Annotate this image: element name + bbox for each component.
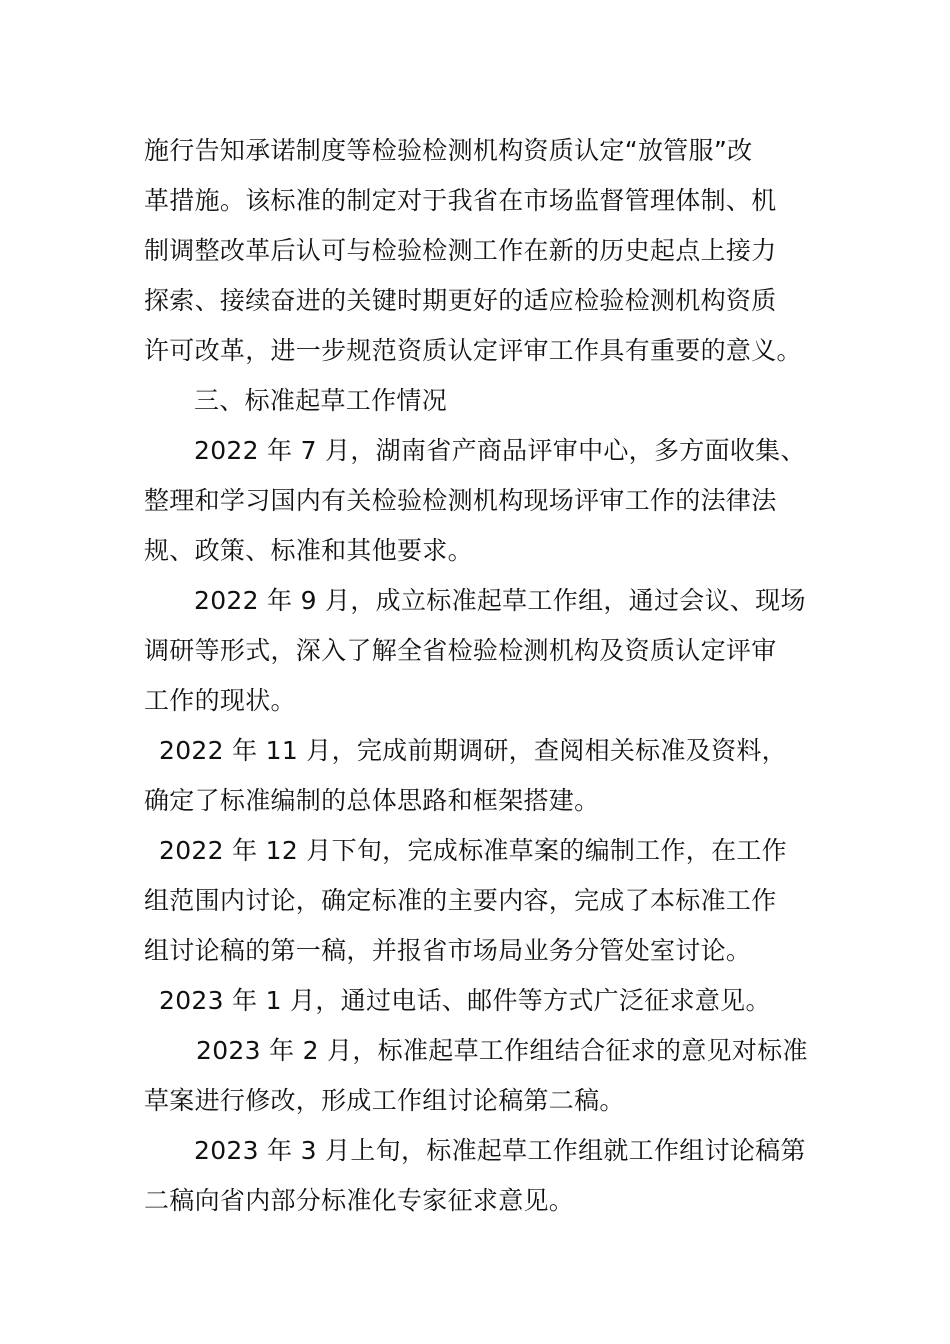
paragraph-line: 2023 年 2 月，标准起草工作组结合征求的意见对标准 — [196, 1036, 808, 1065]
paragraph-line: 许可改革，进一步规范资质认定评审工作具有重要的意义。 — [144, 336, 802, 365]
paragraph-line: 制调整改革后认可与检验检测工作在新的历史起点上接力 — [144, 236, 777, 265]
paragraph-line: 施行告知承诺制度等检验检测机构资质认定“放管服”改 — [144, 136, 753, 165]
paragraph-line: 2023 年 1 月，通过电话、邮件等方式广泛征求意见。 — [159, 986, 771, 1015]
paragraph-line: 规、政策、标准和其他要求。 — [144, 536, 473, 565]
section-heading: 三、标准起草工作情况 — [194, 386, 448, 415]
paragraph-line: 2022 年 11 月，完成前期调研，查阅相关标准及资料， — [159, 736, 787, 765]
paragraph-line: 探索、接续奋进的关键时期更好的适应检验检测机构资质 — [144, 286, 777, 315]
paragraph-line: 2023 年 3 月上旬，标准起草工作组就工作组讨论稿第 — [194, 1136, 806, 1165]
paragraph-line: 草案进行修改，形成工作组讨论稿第二稿。 — [144, 1086, 625, 1115]
paragraph-line: 调研等形式，深入了解全省检验检测机构及资质认定评审 — [144, 636, 777, 665]
paragraph-line: 工作的现状。 — [144, 686, 296, 715]
document-page — [144, 126, 810, 1226]
paragraph-line: 组讨论稿的第一稿，并报省市场局业务分管处室讨论。 — [144, 936, 752, 965]
paragraph-line: 整理和学习国内有关检验检测机构现场评审工作的法律法 — [144, 486, 777, 515]
paragraph-line: 组范围内讨论，确定标准的主要内容，完成了本标准工作 — [144, 886, 777, 915]
paragraph-line: 2022 年 12 月下旬，完成标准草案的编制工作，在工作 — [159, 836, 787, 865]
paragraph-line: 革措施。该标准的制定对于我省在市场监督管理体制、机 — [144, 186, 777, 215]
paragraph-line: 2022 年 7 月，湖南省产商品评审中心，多方面收集、 — [194, 436, 806, 465]
paragraph-line: 二稿向省内部分标准化专家征求意见。 — [144, 1186, 575, 1215]
paragraph-line: 2022 年 9 月，成立标准起草工作组，通过会议、现场 — [194, 586, 806, 615]
paragraph-line: 确定了标准编制的总体思路和框架搭建。 — [144, 786, 600, 815]
